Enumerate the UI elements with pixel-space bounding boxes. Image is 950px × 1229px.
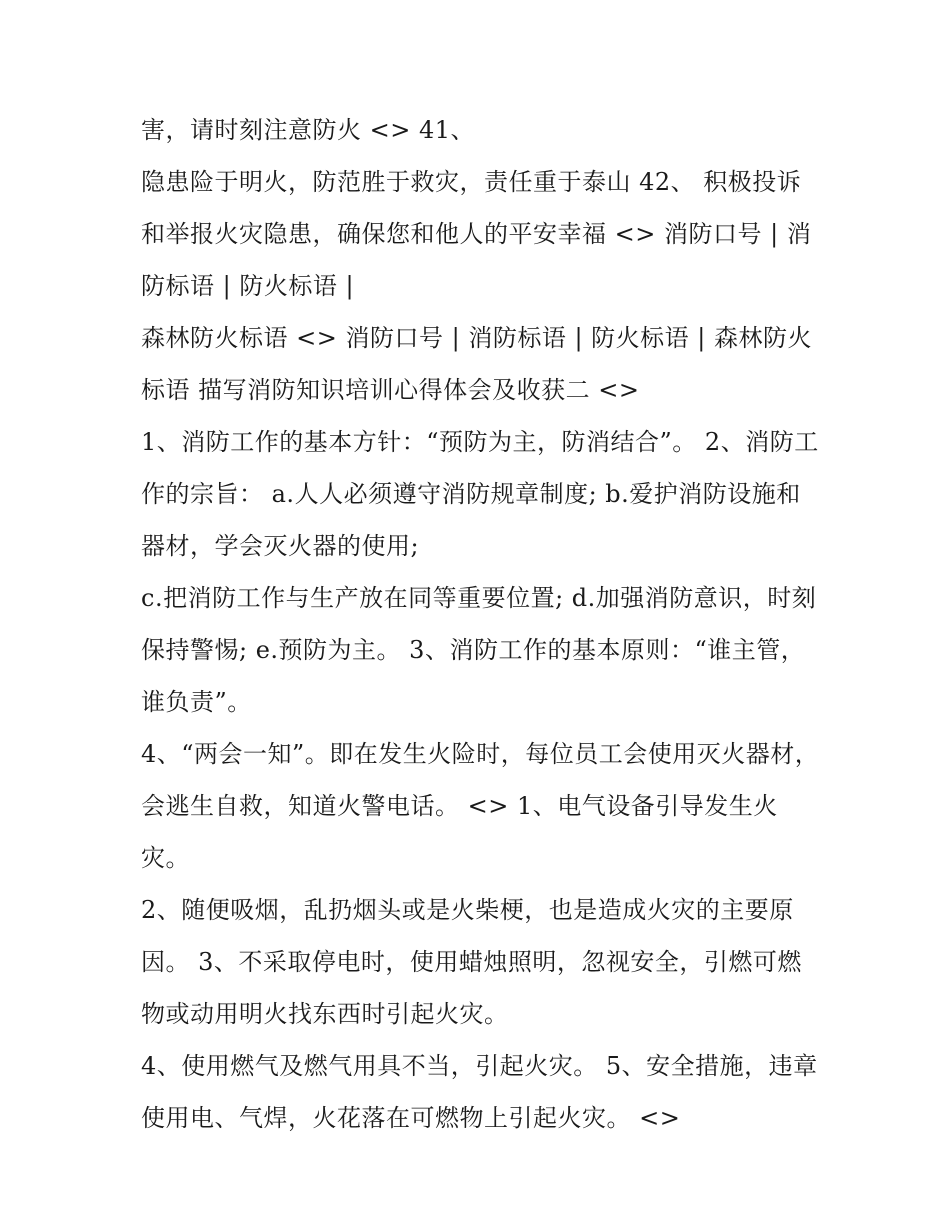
paragraph: 隐患险于明火，防范胜于救灾，责任重于泰山 42、 积极投诉和举报火灾隐患，确保您和他人的平安幸福 <> 消防口号 | 消防标语 | 防火标语 | — [141, 168, 812, 300]
paragraph: 1、消防工作的基本方针：“预防为主，防消结合”。 2、消防工作的宗旨： a.人人必须遵守消防规章制度; b.爱护消防设施和器材，学会灭火器的使用; — [141, 428, 819, 560]
paragraph: c.把消防工作与生产放在同等重要位置; d.加强消防意识，时刻保持警惕; e.预防为主。 3、消防工作的基本原则：“谁主管，谁负责”。 — [141, 584, 817, 716]
paragraph: 4、“两会一知”。即在发生火险时，每位员工会使用灭火器材，会逃生自救，知道火警电话。 <> 1、电气设备引导发生火灾。 — [141, 740, 820, 872]
paragraph: 害，请时刻注意防火 <> 41、 — [141, 116, 476, 144]
paragraph: 4、使用燃气及燃气用具不当，引起火灾。 5、安全措施，违章使用电、气焊，火花落在可燃物上引起火灾。 <> — [141, 1052, 818, 1132]
document-body — [141, 104, 821, 1144]
paragraph: 森林防火标语 <> 消防口号 | 消防标语 | 防火标语 | 森林防火标语 描写消防知识培训心得体会及收获二 <> — [141, 324, 813, 404]
paragraph: 2、随便吸烟，乱扔烟头或是火柴梗，也是造成火灾的主要原因。 3、不采取停电时，使用蜡烛照明，忽视安全，引燃可燃物或动用明火找东西时引起火灾。 — [141, 896, 802, 1028]
